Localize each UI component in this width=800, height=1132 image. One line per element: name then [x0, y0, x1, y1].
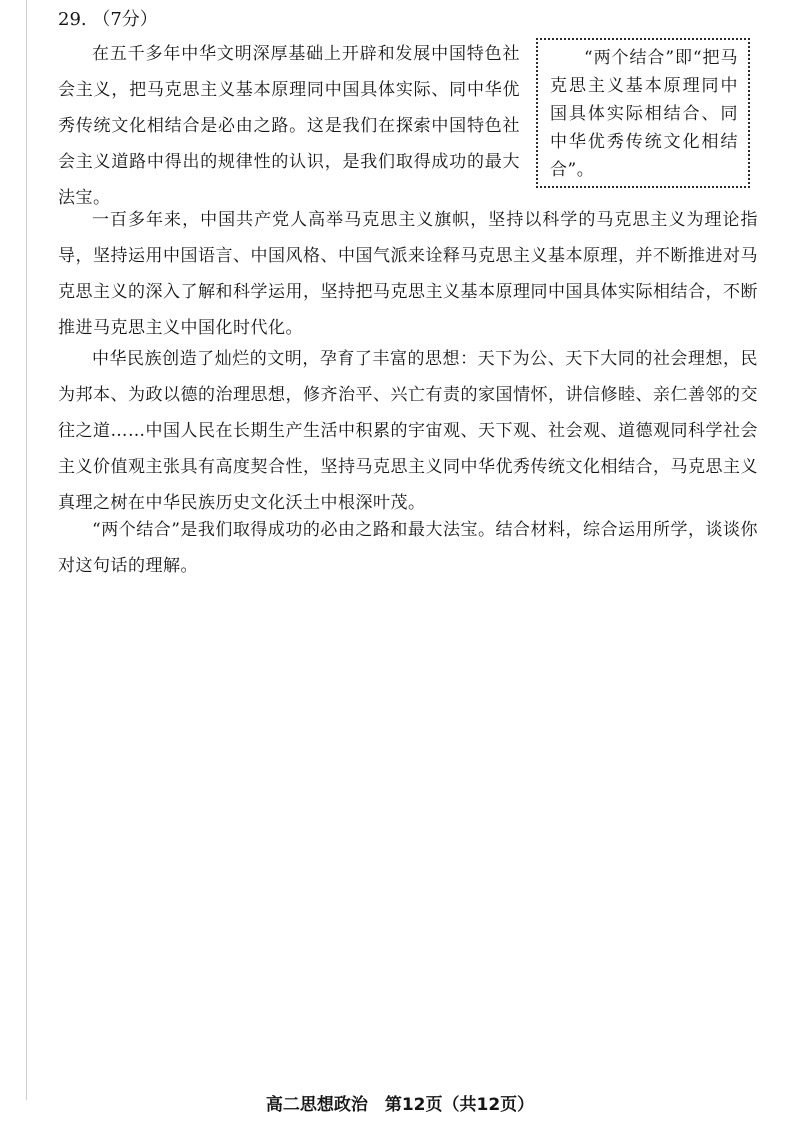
page-left-edge [26, 0, 27, 1100]
question-prompt: “两个结合”是我们取得成功的必由之路和最大法宝。结合材料，综合运用所学，谈谈你对这句话的理解。 [58, 520, 758, 576]
material-paragraph-1: 在五千多年中华文明深厚基础上开辟和发展中国特色社会主义，把马克思主义基本原理同中国具体实际、同中华优秀传统文化相结合是必由之路。这是我们在探索中国特色社会主义道路中得出的规律性的认识，是我们取得成功的最大法宝。 [58, 44, 520, 208]
page-footer: 高二思想政治 第12页（共12页） [265, 1095, 535, 1115]
definition-callout-box: “两个结合”即“把马克思主义基本原理同中国具体实际相结合、同中华优秀传统文化相结合”。 [536, 38, 750, 188]
material-paragraph-2: 一百多年来，中国共产党人高举马克思主义旗帜，坚持以科学的马克思主义为理论指导，坚持运用中国语言、中国风格、中国气派来诠释马克思主义基本原理，并不断推进对马克思主义的深入了解和科学运用，坚持把马克思主义基本原理同中国具体实际相结合，不断推进马克思主义中国化时代化。 [58, 210, 758, 338]
material-paragraph-3: 中华民族创造了灿烂的文明，孕育了丰富的思想：天下为公、天下大同的社会理想，民为邦本、为政以德的治理思想，修齐治平、兴亡有责的家国情怀，讲信修睦、亲仁善邻的交往之道……中国人民在长期生产生活中积累的宇宙观、天下观、社会观、道德观同科学社会主义价值观主张具有高度契合性，坚持马克思主义同中华优秀传统文化相结合，马克思主义真理之树在中华民族历史文化沃土中根深叶茂。 [58, 349, 758, 513]
question-number: 29. （7分） [58, 9, 158, 30]
